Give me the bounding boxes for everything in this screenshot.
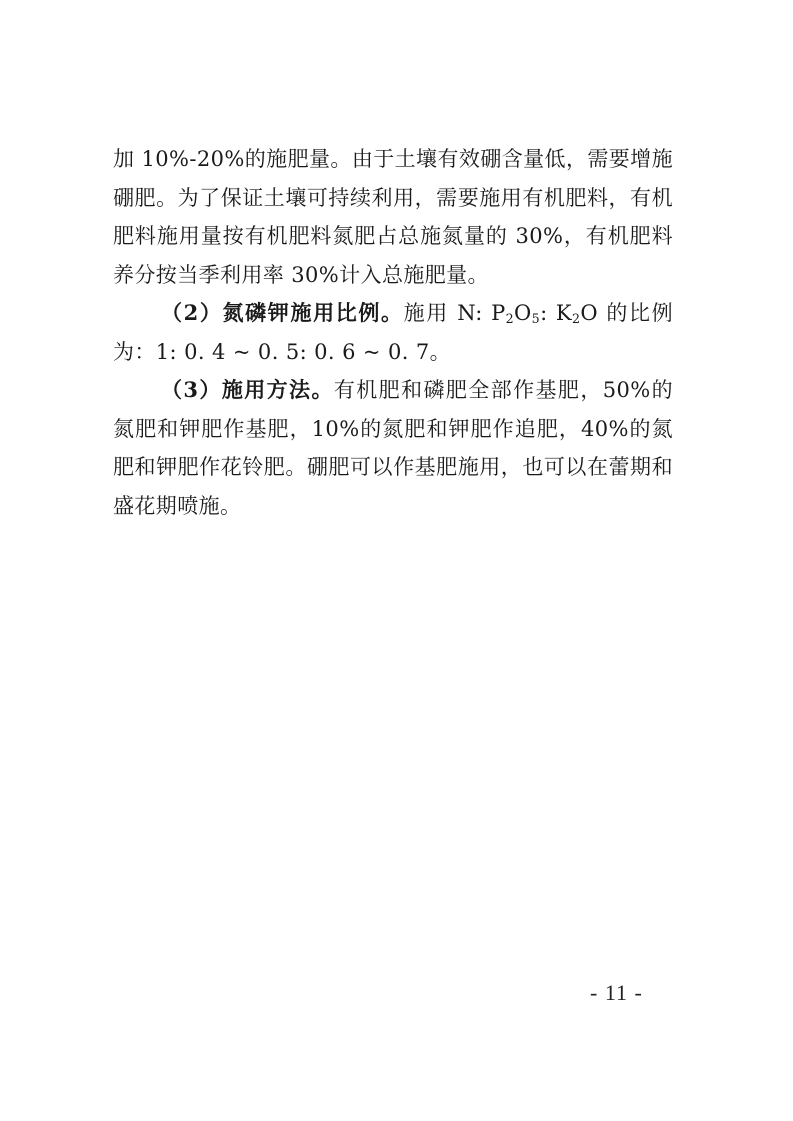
- body-text: [113, 140, 673, 525]
- subscript-k2: 2: [571, 311, 581, 327]
- method-text: 有机肥和磷肥全部作基肥，50%的氮肥和钾肥作基肥，10%的氮肥和钾肥作追肥，40%的氮肥和钾肥作花铃肥。硼肥可以作基肥施用，也可以在蕾期和盛花期喷施。: [113, 378, 674, 518]
- paragraph-method: [113, 371, 673, 525]
- page-number: - 11 -: [590, 980, 643, 1005]
- subscript-o5: 5: [531, 311, 541, 327]
- ratio-text-k: : K: [540, 301, 572, 325]
- paragraph-continuation: 加 10%-20%的施肥量。由于土壤有效硼含量低，需要增施硼肥。为了保证土壤可持续利用，需要施用有机肥料，有机肥料施用量按有机肥料氮肥占总施氮量的 30%，有机肥料养分按当季利用率 30%计入总施肥量。: [113, 147, 673, 287]
- ratio-text-end: O 的比例为：1: 0. 4 ~ 0. 5: 0. 6 ~ 0. 7。: [113, 301, 674, 364]
- ratio-text-start: 施用 N: P: [403, 301, 506, 325]
- section-heading-method: （3）施用方法。: [161, 377, 334, 402]
- paragraph-ratio: [113, 294, 673, 371]
- subscript-p2: 2: [505, 311, 515, 327]
- section-heading-ratio: （2）氮磷钾施用比例。: [161, 300, 404, 325]
- ratio-text-o: O: [514, 301, 532, 325]
